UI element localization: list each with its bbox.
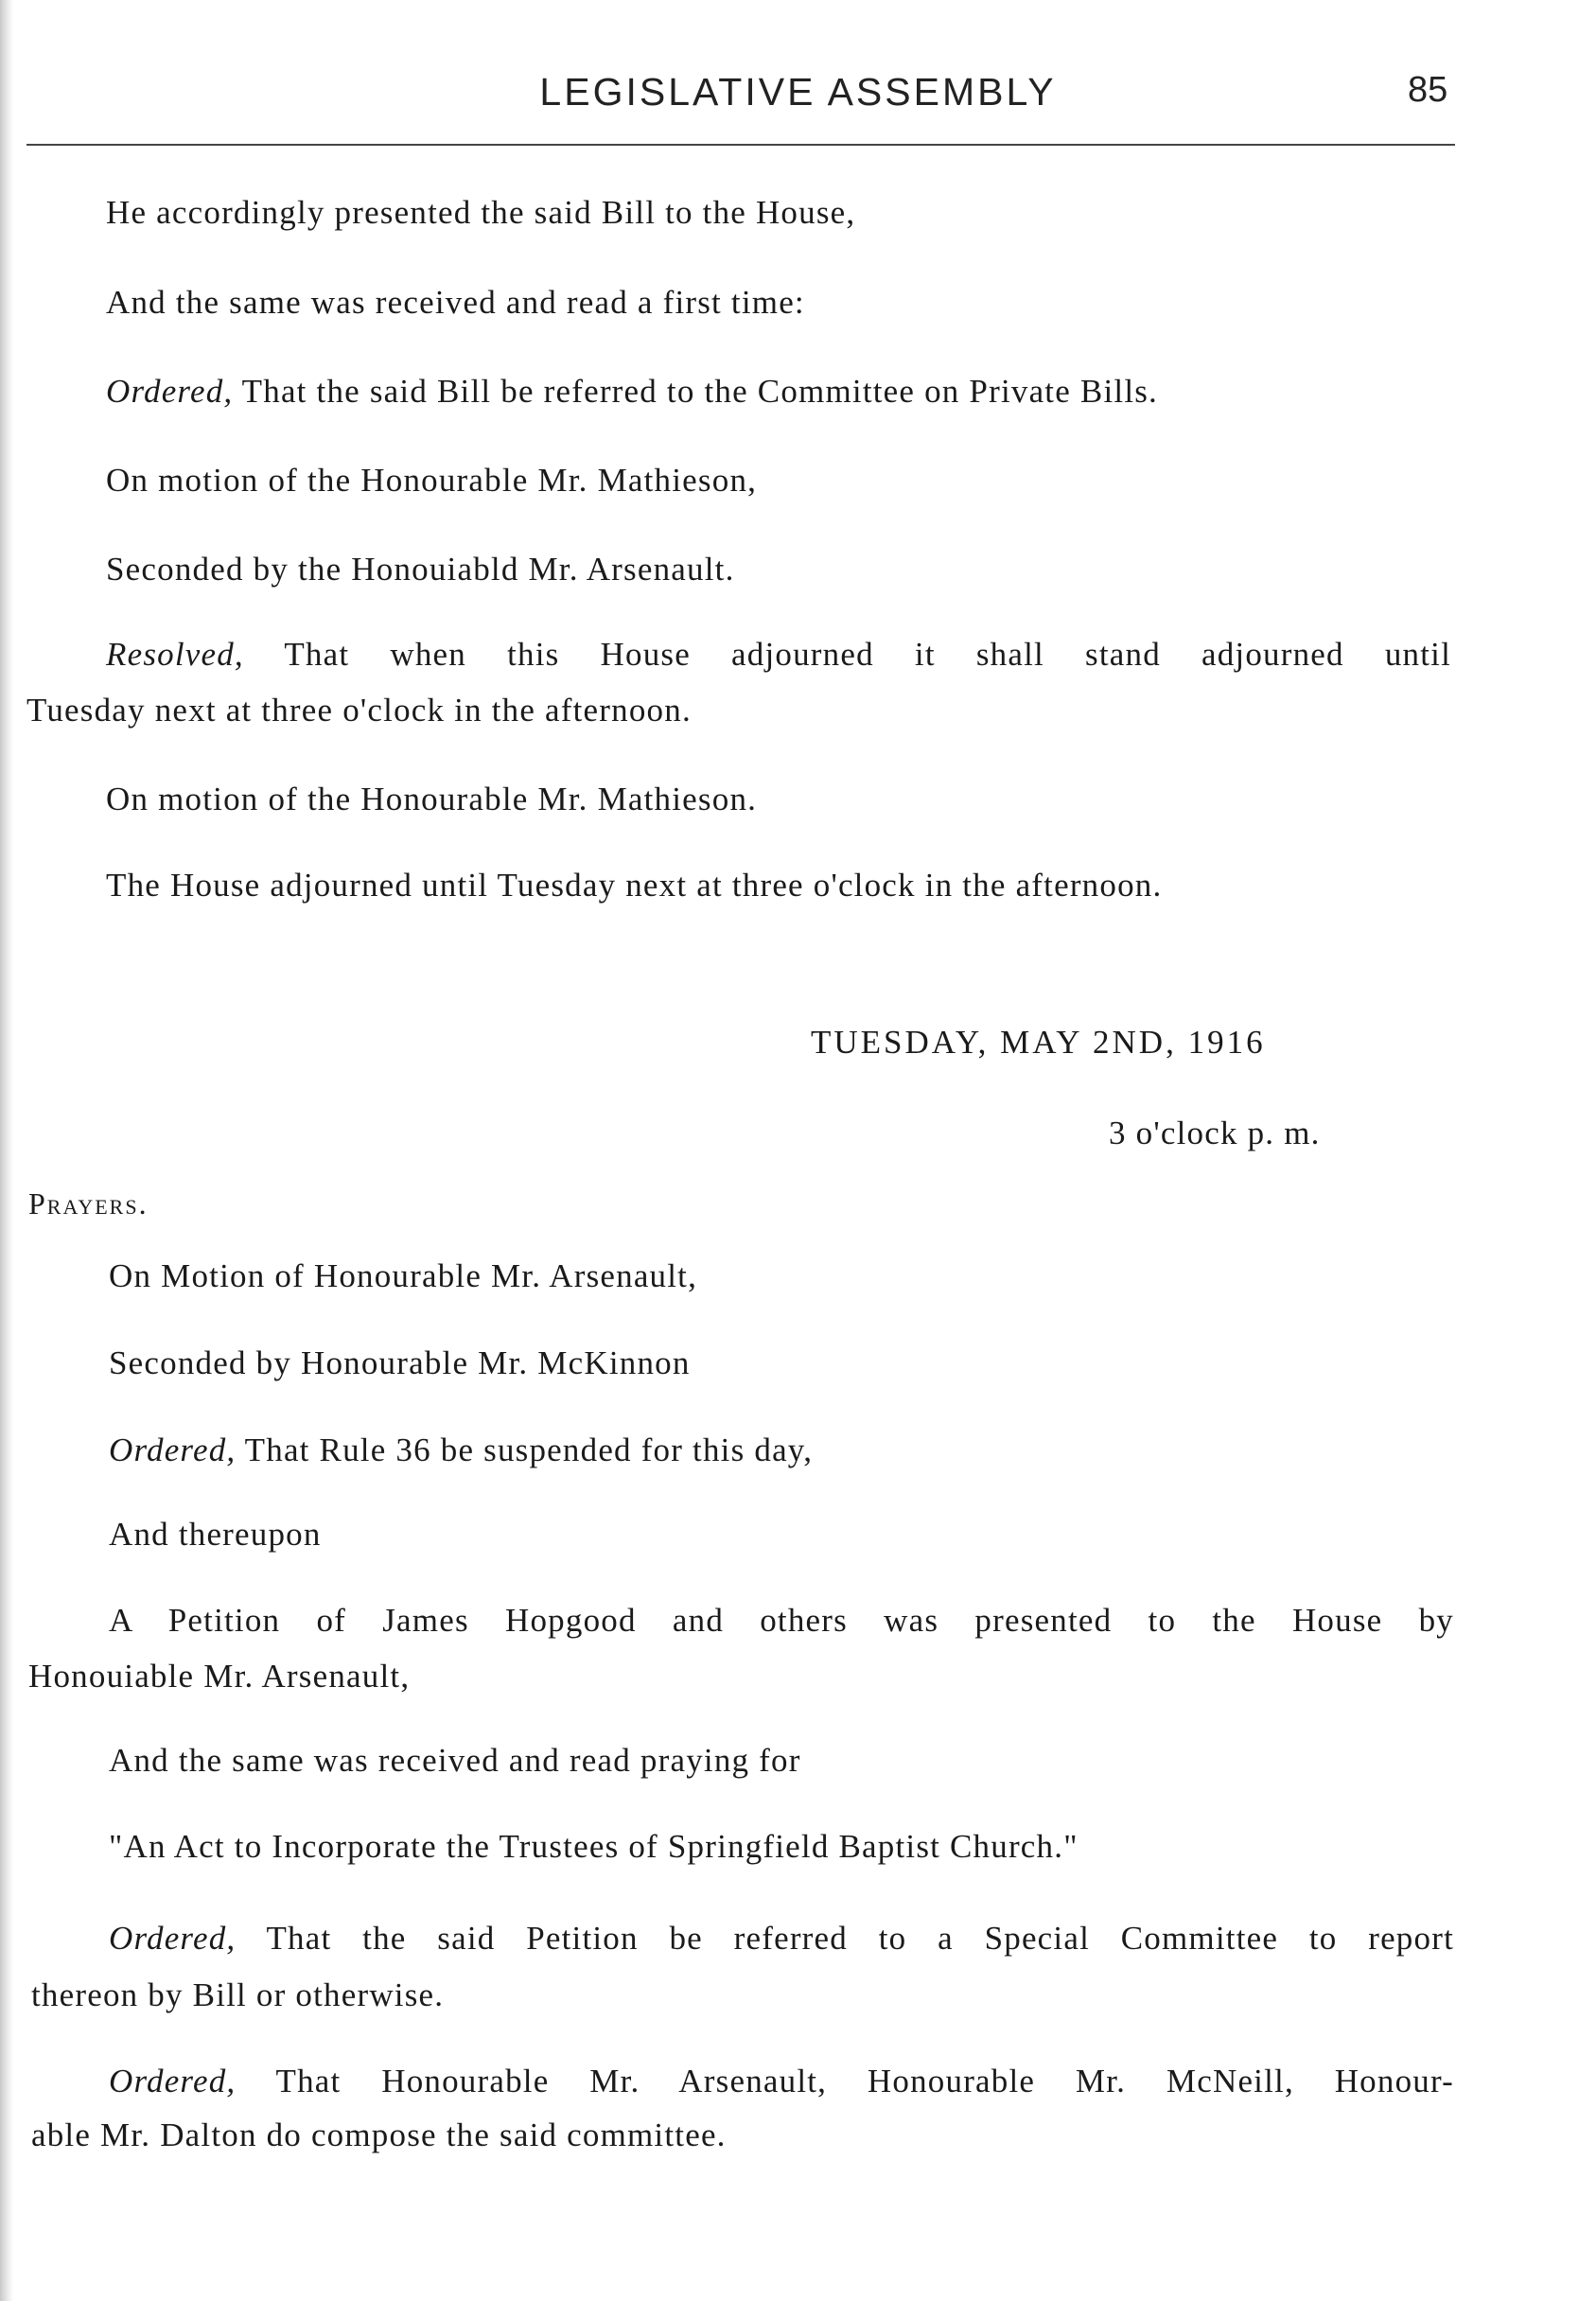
body-line-9: The House adjourned until Tuesday next at three o'clock in the afternoon. xyxy=(106,867,1163,904)
body-line-8: On motion of the Honourable Mr. Mathieson. xyxy=(106,781,758,817)
sitting-time: 3 o'clock p. m. xyxy=(1109,1115,1321,1151)
body-line-13: And thereupon xyxy=(109,1516,322,1553)
body-line-3 xyxy=(106,375,1158,408)
body-line-4: On motion of the Honourable Mr. Mathieson, xyxy=(106,462,758,499)
body-line-11: Seconded by Honourable Mr. McKinnon xyxy=(109,1344,691,1381)
prayers-heading: Prayers. xyxy=(28,1186,149,1221)
body-line-16: And the same was received and read praying for xyxy=(109,1742,801,1779)
ordered-label: Ordered, xyxy=(109,1432,237,1468)
ordered-label: Ordered, xyxy=(109,1920,237,1957)
body-line-17: "An Act to Incorporate the Trustees of Springfield Baptist Church." xyxy=(109,1828,1079,1865)
sitting-date: TUESDAY, MAY 2ND, 1916 xyxy=(811,1024,1266,1061)
ordered-label: Ordered, xyxy=(109,2063,237,2099)
body-line-3-text: That the said Bill be referred to the Committee on Private Bills. xyxy=(233,373,1159,410)
body-line-5: Seconded by the Honouiabld Mr. Arsenault. xyxy=(106,551,735,588)
running-header-title: LEGISLATIVE ASSEMBLY xyxy=(539,70,1057,114)
body-line-1: He accordingly presented the said Bill to the House, xyxy=(106,194,856,231)
body-line-18 xyxy=(109,1922,1454,1955)
body-line-15: Honouiable Mr. Arsenault, xyxy=(28,1658,411,1695)
body-line-19: thereon by Bill or otherwise. xyxy=(31,1976,445,2013)
body-line-7: Tuesday next at three o'clock in the afternoon. xyxy=(26,692,692,729)
page-gutter-shadow xyxy=(0,0,13,2301)
header-rule xyxy=(26,144,1455,146)
resolved-label: Resolved, xyxy=(106,636,244,673)
body-line-18-text: That the said Petition be referred to a Special Committee to report xyxy=(236,1920,1454,1957)
body-line-20-text: That Honourable Mr. Arsenault, Honourable Mr. McNeill, Honour- xyxy=(236,2063,1454,2099)
ordered-label: Ordered, xyxy=(106,373,234,410)
body-line-12 xyxy=(109,1433,813,1467)
body-line-2: And the same was received and read a first time: xyxy=(106,284,805,321)
page-number: 85 xyxy=(1408,70,1448,110)
body-line-14: A Petition of James Hopgood and others was presented to the House by xyxy=(109,1602,1454,1639)
body-line-6 xyxy=(106,638,1451,671)
body-line-21: able Mr. Dalton do compose the said committee. xyxy=(31,2117,727,2153)
body-line-10: On Motion of Honourable Mr. Arsenault, xyxy=(109,1257,698,1294)
body-line-20 xyxy=(109,2064,1454,2098)
body-line-6-text: That when this House adjourned it shall stand adjourned until xyxy=(243,636,1451,673)
body-line-12-text: That Rule 36 be suspended for this day, xyxy=(236,1432,814,1468)
